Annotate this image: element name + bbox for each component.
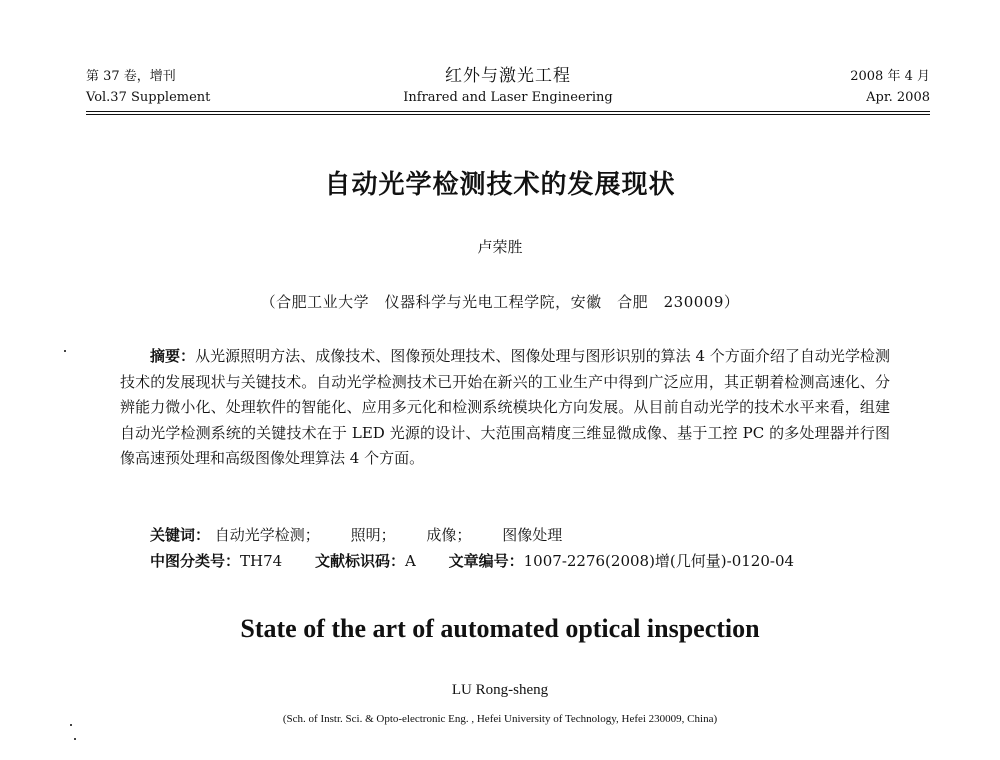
header-journal-en: Infrared and Laser Engineering: [403, 90, 613, 105]
header-volume: [86, 66, 210, 108]
article-no-label: 文章编号：: [448, 552, 524, 570]
author-zh: 卢荣胜: [477, 238, 523, 256]
affiliation-zh: （合肥工业大学 仪器科学与光电工程学院，安徽 合肥 230009）: [260, 293, 740, 311]
header-date-zh: 2008 年 4 月: [850, 69, 930, 84]
article-no-group: [449, 552, 794, 570]
doc-code-value: A: [405, 552, 416, 570]
header-journal: [358, 66, 658, 108]
clc-label: 中图分类号：: [150, 552, 241, 570]
abstract-label: 摘要：: [150, 347, 196, 365]
keywords-line: [150, 524, 588, 545]
abstract-zh: [120, 344, 890, 472]
keyword-item: 成像；: [426, 526, 472, 544]
classification-line: [150, 550, 794, 571]
doc-code-group: [315, 552, 416, 570]
author-en: LU Rong-sheng: [451, 682, 549, 698]
header-rule: [86, 111, 930, 112]
clc-value: TH74: [240, 552, 283, 570]
paper-title-en: State of the art of automated optical inspection: [240, 614, 760, 643]
keyword-item: 照明；: [350, 526, 396, 544]
clc-group: [150, 552, 282, 570]
header-journal-zh: 红外与激光工程: [445, 66, 571, 86]
paper-title-zh: 自动光学检测技术的发展现状: [324, 170, 676, 200]
doc-code-label: 文献标识码：: [314, 552, 405, 570]
keyword-item: 图像处理: [502, 526, 563, 544]
header-volume-en: Vol.37 Supplement: [86, 90, 211, 105]
header-rule-thin: [86, 114, 930, 115]
scan-speck: [74, 738, 76, 740]
affiliation-en: (Sch. of Instr. Sci. & Opto-electronic Eng. , Hefei University of Technology, Hefei 230009, China): [282, 713, 718, 725]
scan-speck: [70, 724, 72, 726]
header-date-en: Apr. 2008: [866, 90, 930, 105]
header-volume-zh: 第 37 卷，增刊: [86, 69, 176, 84]
keywords-label: 关键词：: [150, 526, 211, 544]
scan-speck: [64, 350, 66, 352]
header-date: [850, 66, 930, 108]
journal-header: [86, 66, 930, 116]
article-no-value: 1007-2276(2008)增(几何量)-0120-04: [523, 552, 795, 570]
abstract-text: 从光源照明方法、成像技术、图像预处理技术、图像处理与图形识别的算法 4 个方面介绍了自动光学检测技术的发展现状与关键技术。自动光学检测技术已开始在新兴的工业生产中得到广泛应用，其正朝着检测高速化、分辨能力微小化、处理软件的智能化、应用多元化和检测系统模块化方向发展。从目前自动光学的技术水平来看，组建自动光学检测系统的关键技术在于 LED 光源的设计、大范围高精度三维显微成像、基于工控 PC 的多处理器并行图像高速预处理和高级图像处理算法 4 个方面。: [120, 347, 890, 467]
keyword-item: 自动光学检测；: [214, 526, 320, 544]
